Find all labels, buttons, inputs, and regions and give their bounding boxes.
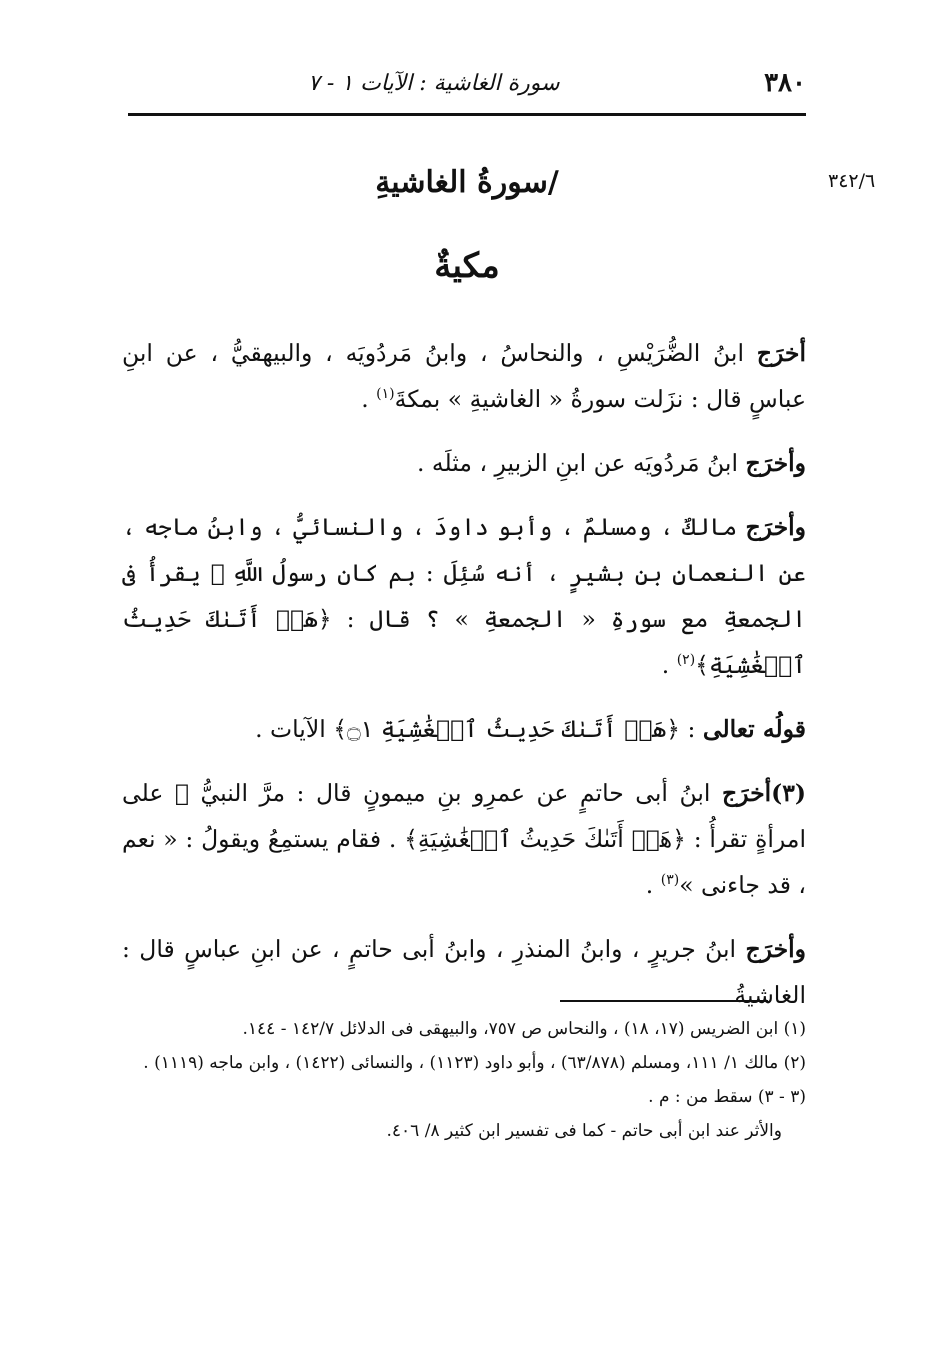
paragraph-lead: وأخرَج <box>745 935 806 963</box>
footnote: (٣ - ٣) سقط من : م . <box>648 1087 806 1107</box>
footnote-rule <box>560 1000 768 1002</box>
paragraph-tail: . <box>645 871 661 899</box>
paragraph <box>122 770 806 908</box>
paragraph-lead: وأخرَج <box>745 513 806 541</box>
footnote-marker: (٣) <box>660 872 680 889</box>
paragraph-lead: قولُه تعالى <box>702 715 806 743</box>
footnotes <box>122 1012 806 1148</box>
paragraph <box>122 504 806 688</box>
surah-title: /سورةُ الغاشيةِ <box>375 165 559 200</box>
body-text <box>122 330 806 1036</box>
footnote: (٢) مالك ١/ ١١١، ومسلم (٦٣/٨٧٨) ، وأبو داود (١١٢٣) ، والنسائى (١٤٢٢) ، وابن ماجه (١١١٩) . <box>143 1053 806 1073</box>
paragraph-text: ابنُ مَردُويَه عن ابنِ الزبيرِ ، مثلَه . <box>416 449 746 477</box>
footnote: والأثر عند ابن أبى حاتم - كما فى تفسير ابن كثير ٨/ ٤٠٦. <box>386 1121 782 1141</box>
paragraph-tail: . <box>661 651 677 679</box>
paragraph-lead: (٣)أخرَج <box>721 779 806 807</box>
paragraph-lead: وأخرَج <box>745 449 806 477</box>
header-rule <box>128 113 806 116</box>
paragraph <box>122 440 806 486</box>
page-number: ٣٨٠ <box>764 68 806 98</box>
margin-reference: ٣٤٢/٦ <box>828 170 876 192</box>
paragraph-text: ابنُ الضُّرَيْسِ ، والنحاسُ ، وابنُ مَردُويَه ، والبيهقيُّ ، عن ابنِ عباسٍ قال : نزَلت سورةُ « الغاشيةِ » بمكةَ <box>122 339 806 413</box>
paragraph <box>122 330 806 422</box>
paragraph-text: : ﴿هَلۡ أَتَىٰكَ حَدِيثُ ٱلۡغَٰشِيَةِ ۝١﴾ الآيات . <box>255 715 703 743</box>
paragraph-text: ابنُ جريرٍ ، وابنُ المنذرِ ، وابنُ أبى حاتمٍ ، عن ابنِ عباسٍ قال : الغاشيةُ <box>122 935 806 1009</box>
paragraph-text: ابنُ أبى حاتمٍ عن عمرِو بنِ ميمونٍ قال : مرَّ النبيُّ ﷺ على امرأةٍ تقرأُ : ﴿هَلۡ أَتَىٰكَ حَدِيثُ ٱلۡغَٰشِيَةِ﴾ . فقام يستمِعُ ويقولُ : « نعم ، قد جاءنى » <box>122 779 806 899</box>
footnote-marker: (٢) <box>676 652 696 669</box>
surah-type: مكيةٌ <box>434 246 500 286</box>
paragraph <box>122 706 806 752</box>
paragraph-lead: أخرَج <box>756 339 806 367</box>
paragraph-tail: . <box>361 385 377 413</box>
paragraph <box>122 926 806 1018</box>
footnote-marker: (١) <box>376 386 395 403</box>
footnote: (١) ابن الضريس (١٧، ١٨) ، والنحاس ص ٧٥٧، والبيهقى فى الدلائل ١٤٢/٧ - ١٤٤. <box>242 1019 806 1039</box>
page-header <box>128 60 806 106</box>
paragraph-text: مالكٌ ، ومسلمٌ ، وأبو داودَ ، والنسائيُّ ، وابنُ ماجه ، عن النعمانِ بنِ بشيرٍ ، أنه سُئِلَ : بم كان رسولُ اللَّهِ ﷺ يقرأُ فى الجمعةِ مع سورةِ « الجمعةِ » ؟ قال : ﴿هَلۡ أَتَىٰكَ حَدِيثُ ٱلۡغَٰشِيَةِ﴾ <box>122 513 806 679</box>
running-head: سورة الغاشية : الآيات ١ - ٧ <box>308 70 560 96</box>
